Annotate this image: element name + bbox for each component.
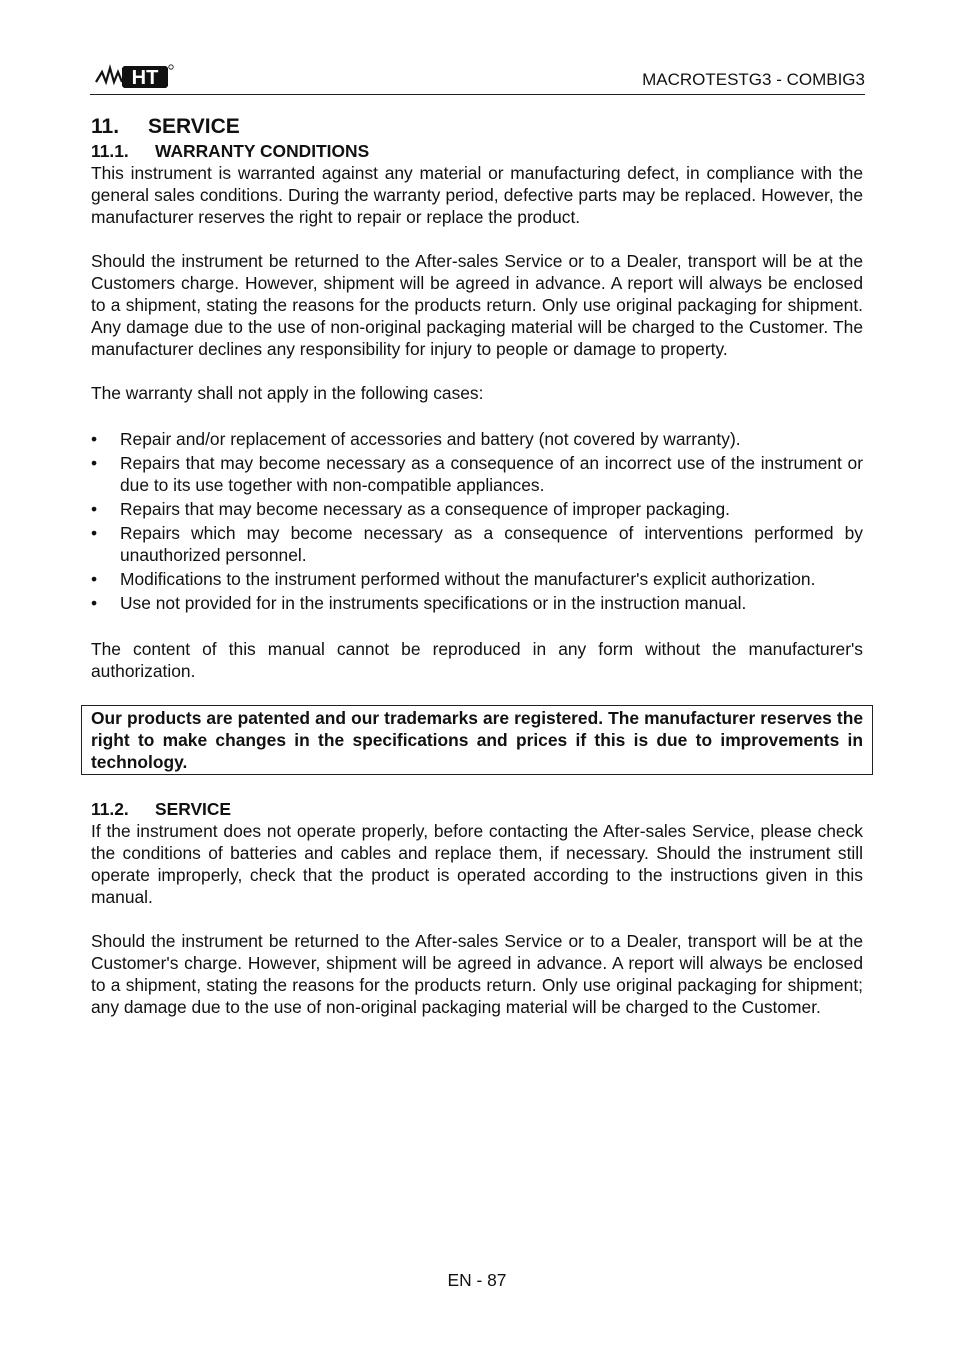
section-heading: 11. SERVICE (91, 115, 240, 138)
document-body (91, 114, 863, 1018)
warranty-heading: 11.1. WARRANTY CONDITIONS (91, 141, 370, 161)
list-item: • Repairs that may become necessary as a consequence of an incorrect use of the instrument or due to its use together with non-compatible appliances. (91, 453, 863, 495)
list-item: • Repairs which may become necessary as a consequence of interventions performed by unauthorized personnel. (91, 523, 863, 565)
model-name: MACROTESTG3 - COMBIG3 (642, 70, 865, 89)
service-paragraph-2: Should the instrument be returned to the After-sales Service or to a Dealer, transport will be at the Customer's charge. However, shipment will be agreed in advance. A report will always be enclosed to a shipment, stating the reasons for the products return. Only use original packaging for shipment; any damage due to the use of non-original packaging material will be charged to the Customer. (91, 931, 863, 1017)
service-paragraph-1: If the instrument does not operate properly, before contacting the After-sales Service, please check the conditions of batteries and cables and replace them, if necessary. Should the instrument still operate improperly, check that the product is operated according to the instructions given in this manual. (91, 821, 863, 907)
warranty-paragraph-2: Should the instrument be returned to the After-sales Service or to a Dealer, transport will be at the Customers charge. However, shipment will be agreed in advance. A report will always be enclosed to a shipment, stating the reasons for the products return. Only use original packaging for shipment. Any damage due to the use of non-original packaging material will be charged to the Customer. The manufacturer declines any responsibility for injury to people or damage to property. (91, 251, 863, 359)
patent-notice-box: Our products are patented and our trademarks are registered. The manufacturer reserves the right to make changes in the specifications and prices if this is due to improvements in technology. (81, 705, 873, 775)
service-heading: 11.2. SERVICE (91, 799, 232, 819)
warranty-paragraph-1: This instrument is warranted against any material or manufacturing defect, in compliance with the general sales conditions. During the warranty period, defective parts may be replaced. However, the manufacturer reserves the right to repair or replace the product. (91, 163, 863, 227)
warranty-paragraph-4: The content of this manual cannot be reproduced in any form without the manufacturer's authorization. (91, 639, 863, 681)
list-item: • Use not provided for in the instruments specifications or in the instruction manual. (91, 593, 747, 613)
svg-text:HT: HT (131, 67, 159, 89)
warranty-exclusions-list (91, 428, 863, 614)
page-header (90, 60, 865, 95)
ht-logo-icon (94, 62, 174, 90)
warranty-paragraph-3: The warranty shall not apply in the following cases: (91, 383, 484, 403)
list-item: • Repair and/or replacement of accessories and battery (not covered by warranty). (91, 429, 741, 449)
list-item: • Repairs that may become necessary as a consequence of improper packaging. (91, 499, 730, 519)
list-item: • Modifications to the instrument performed without the manufacturer's explicit authorization. (91, 569, 816, 589)
page-number: EN - 87 (447, 1270, 507, 1290)
